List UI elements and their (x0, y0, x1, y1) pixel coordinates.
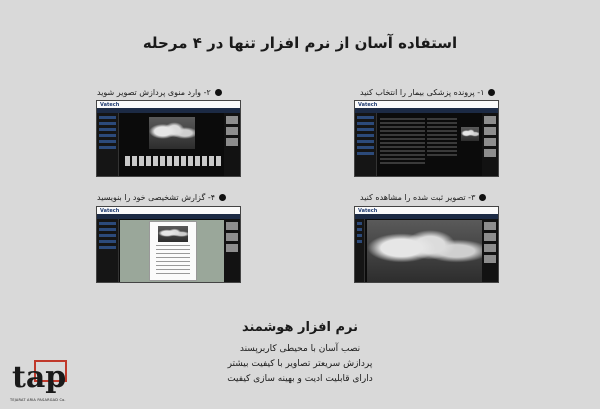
thumbnail-strip (482, 219, 498, 283)
feature-item: پردازش سریعتر تصاویر با کیفیت بیشتر (227, 359, 373, 369)
xray-image-large (367, 220, 482, 282)
step-2-screenshot (96, 100, 241, 177)
bullet-icon (215, 89, 222, 96)
step-4-screenshot (96, 206, 241, 283)
xray-image (149, 117, 195, 149)
page-title: استفاده آسان از نرم افزار تنها در ۴ مرحله (142, 34, 458, 52)
xray-thumbnail (461, 127, 479, 141)
app-logo: Vatech (100, 208, 120, 214)
thumbnail-strip (224, 219, 240, 283)
app-sidebar (355, 219, 365, 283)
step-3-screenshot (354, 206, 499, 283)
app-sidebar (97, 113, 119, 177)
patient-details (427, 116, 457, 158)
feature-item: نصب آسان با محیطی کاربرپسند (239, 344, 361, 354)
step-3-text: ۳- تصویر ثبت شده را مشاهده کنید (360, 193, 476, 202)
app-logo: Vatech (358, 102, 378, 108)
step-2-text: ۲- وارد منوی پردازش تصویر شوید (97, 88, 211, 97)
thumbnail-strip (482, 113, 498, 177)
smart-software-heading: نرم افزار هوشمند (241, 320, 359, 335)
step-4-label (97, 193, 226, 202)
bullet-icon (219, 194, 226, 201)
svg-text:tap: tap (12, 360, 67, 395)
tap-logo-icon (10, 357, 70, 397)
feature-item: دارای قابلیت ادیت و بهینه سازی کیفیت (227, 374, 373, 384)
bullet-icon (488, 89, 495, 96)
step-1-label (360, 88, 495, 97)
report-page (149, 221, 197, 281)
step-4-text: ۴- گزارش تشخیصی خود را بنویسید (97, 193, 215, 202)
app-logo: Vatech (358, 208, 378, 214)
app-toolbar (355, 214, 498, 219)
brand-full-name: TEJARAT ARIA PASARGAD Co. (10, 398, 66, 402)
step-1-text: ۱- پرونده پزشکی بیمار را انتخاب کنید (360, 88, 485, 97)
processing-thumbnails (125, 156, 221, 166)
bullet-icon (479, 194, 486, 201)
app-logo: Vatech (100, 102, 120, 108)
step-3-label (360, 193, 486, 202)
patient-list (380, 116, 425, 166)
step-2-label (97, 88, 222, 97)
thumbnail-strip (224, 113, 240, 177)
step-1-screenshot (354, 100, 499, 177)
app-sidebar (97, 219, 119, 283)
app-sidebar (355, 113, 377, 177)
report-xray (158, 226, 188, 242)
